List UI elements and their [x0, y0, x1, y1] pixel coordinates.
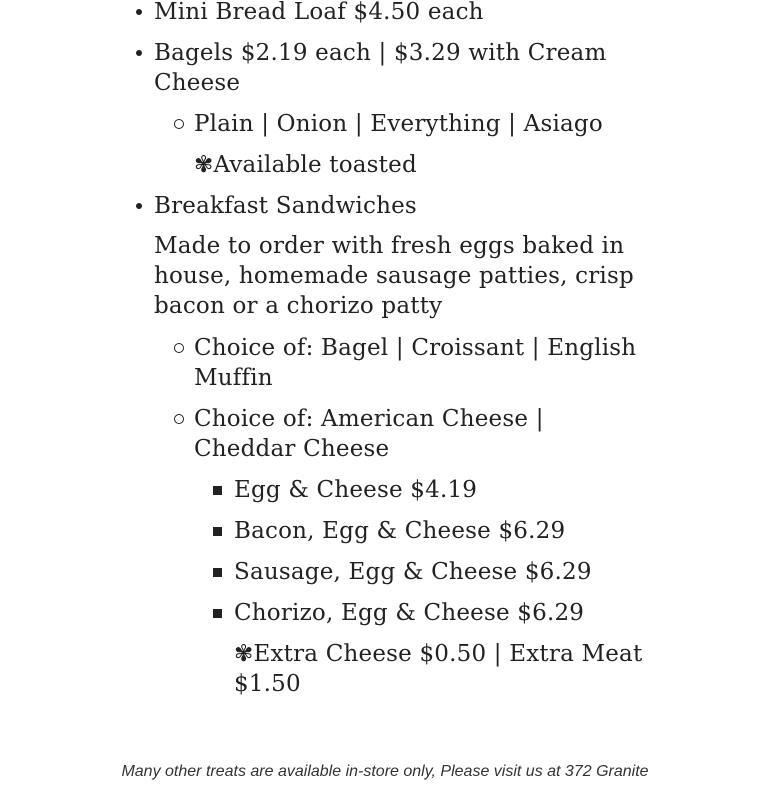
- choice-cheese: Choice of: American Cheese | Cheddar Cheese: [194, 404, 644, 464]
- bagel-flavors: Plain | Onion | Everything | Asiago: [194, 111, 603, 137]
- sandwich-item: Bacon, Egg & Cheese $6.29: [234, 518, 566, 544]
- bagel-toasted-note: ✾Available toasted: [194, 152, 417, 178]
- sandwich-item: Egg & Cheese $4.19: [234, 477, 478, 503]
- menu-item-bagels: Bagels $2.19 each | $3.29 with Cream Cheese: [154, 38, 614, 98]
- sandwich-item: Chorizo, Egg & Cheese $6.29: [234, 600, 585, 626]
- sandwich-item: Sausage, Egg & Cheese $6.29: [234, 559, 592, 585]
- menu-item-bread: Mini Bread Loaf $4.50 each: [154, 0, 484, 27]
- extras-note: ✾Extra Cheese $0.50 | Extra Meat $1.50: [234, 641, 643, 697]
- choice-bread: Choice of: Bagel | Croissant | English Muffin: [194, 333, 644, 393]
- menu-item-sandwiches: Breakfast Sandwiches: [154, 193, 417, 219]
- sandwiches-description: Made to order with fresh eggs baked in house, homemade sausage patties, crisp bacon or a chorizo patty: [154, 233, 634, 319]
- footer-note: Many other treats are available in-store only, Please visit us at 372 Granite: [121, 763, 649, 780]
